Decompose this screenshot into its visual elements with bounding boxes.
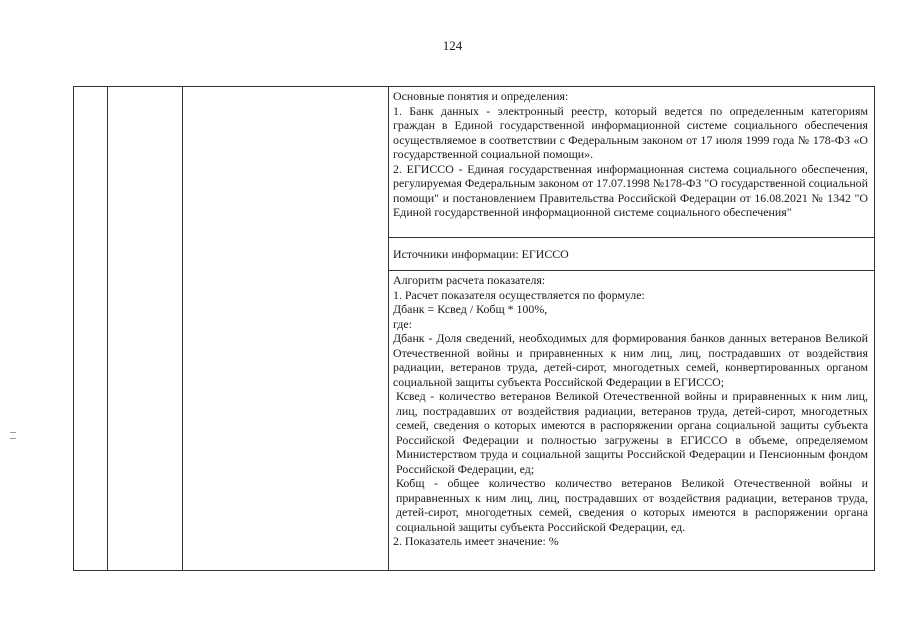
where-label: где:	[393, 316, 412, 331]
definition-data-bank: 1. Банк данных - электронный реестр, который ведется по определенным категориям граждан в Единой государственной информационной системе социального обеспечения осуществляемое в соответствии с Федеральным законом от 17 июля 1999 года № 178-ФЗ «О государственной социальной помощи».	[393, 103, 868, 161]
sources-cell	[389, 238, 875, 271]
definition-ksved: Ксвед - количество ветеранов Великой Отечественной войны и приравненных к ним лиц, лиц, пострадавших от воздействия радиации, ветеранов труда, детей-сирот, многодетных семей, сведения о которых имеются в распоряжении органа социальной защиты субъекта Российской Федерации и полностью загружены в ЕГИССО в объеме, определяемом Министерством труда и социальной защиты Российской Федерации и Пенсионным фондом Российской Федерации, ед;	[396, 389, 868, 476]
table-cell-empty	[74, 87, 108, 571]
sources-text: Источники информации: ЕГИССО	[393, 247, 569, 261]
definition-egisso: 2. ЕГИССО - Единая государственная информационная система социального обеспечения, регулируемая Федеральным законом от 17.07.1998 №178-ФЗ "О государственной социальной помощи" и постановлением Правительства Российской Федерации от 16.08.2021 № 1342 "О Единой государственной информационной системе социального обеспечения"	[393, 161, 868, 219]
table-cell-empty	[108, 87, 183, 571]
algorithm-heading: Алгоритм расчета показателя:	[393, 273, 546, 287]
indicator-table	[73, 86, 875, 571]
algorithm-step-1: 1. Расчет показателя осуществляется по формуле:	[393, 287, 645, 302]
algorithm-cell	[389, 271, 875, 571]
definition-kobsh: Кобщ - общее количество количество ветеранов Великой Отечественной войны и приравненных к ним лиц, лиц, пострадавших от воздействия радиации, ветеранов труда, детей-сирот, многодетных семей, сведения о которых имеются в распоряжении органа социальной защиты субъекта Российской Федерации, ед.	[396, 476, 868, 534]
definitions-heading: Основные понятия и определения:	[393, 89, 569, 103]
table-cell-empty	[183, 87, 389, 571]
definition-dbank: Дбанк - Доля сведений, необходимых для формирования банков данных ветеранов Великой Отечественной войны и приравненных к ним лиц, лиц, пострадавших от воздействия радиации, ветеранов труда, детей-сирот, многодетных семей, конвертированных органом социальной защиты субъекта Российской Федерации в ЕГИССО;	[393, 331, 868, 389]
algorithm-step-2: 2. Показатель имеет значение: %	[393, 534, 559, 548]
formula: Дбанк = Ксвед / Кобщ * 100%,	[393, 302, 548, 316]
definitions-cell	[389, 87, 875, 238]
margin-mark	[10, 438, 16, 439]
margin-mark	[10, 432, 16, 433]
page-number: 124	[442, 38, 463, 53]
